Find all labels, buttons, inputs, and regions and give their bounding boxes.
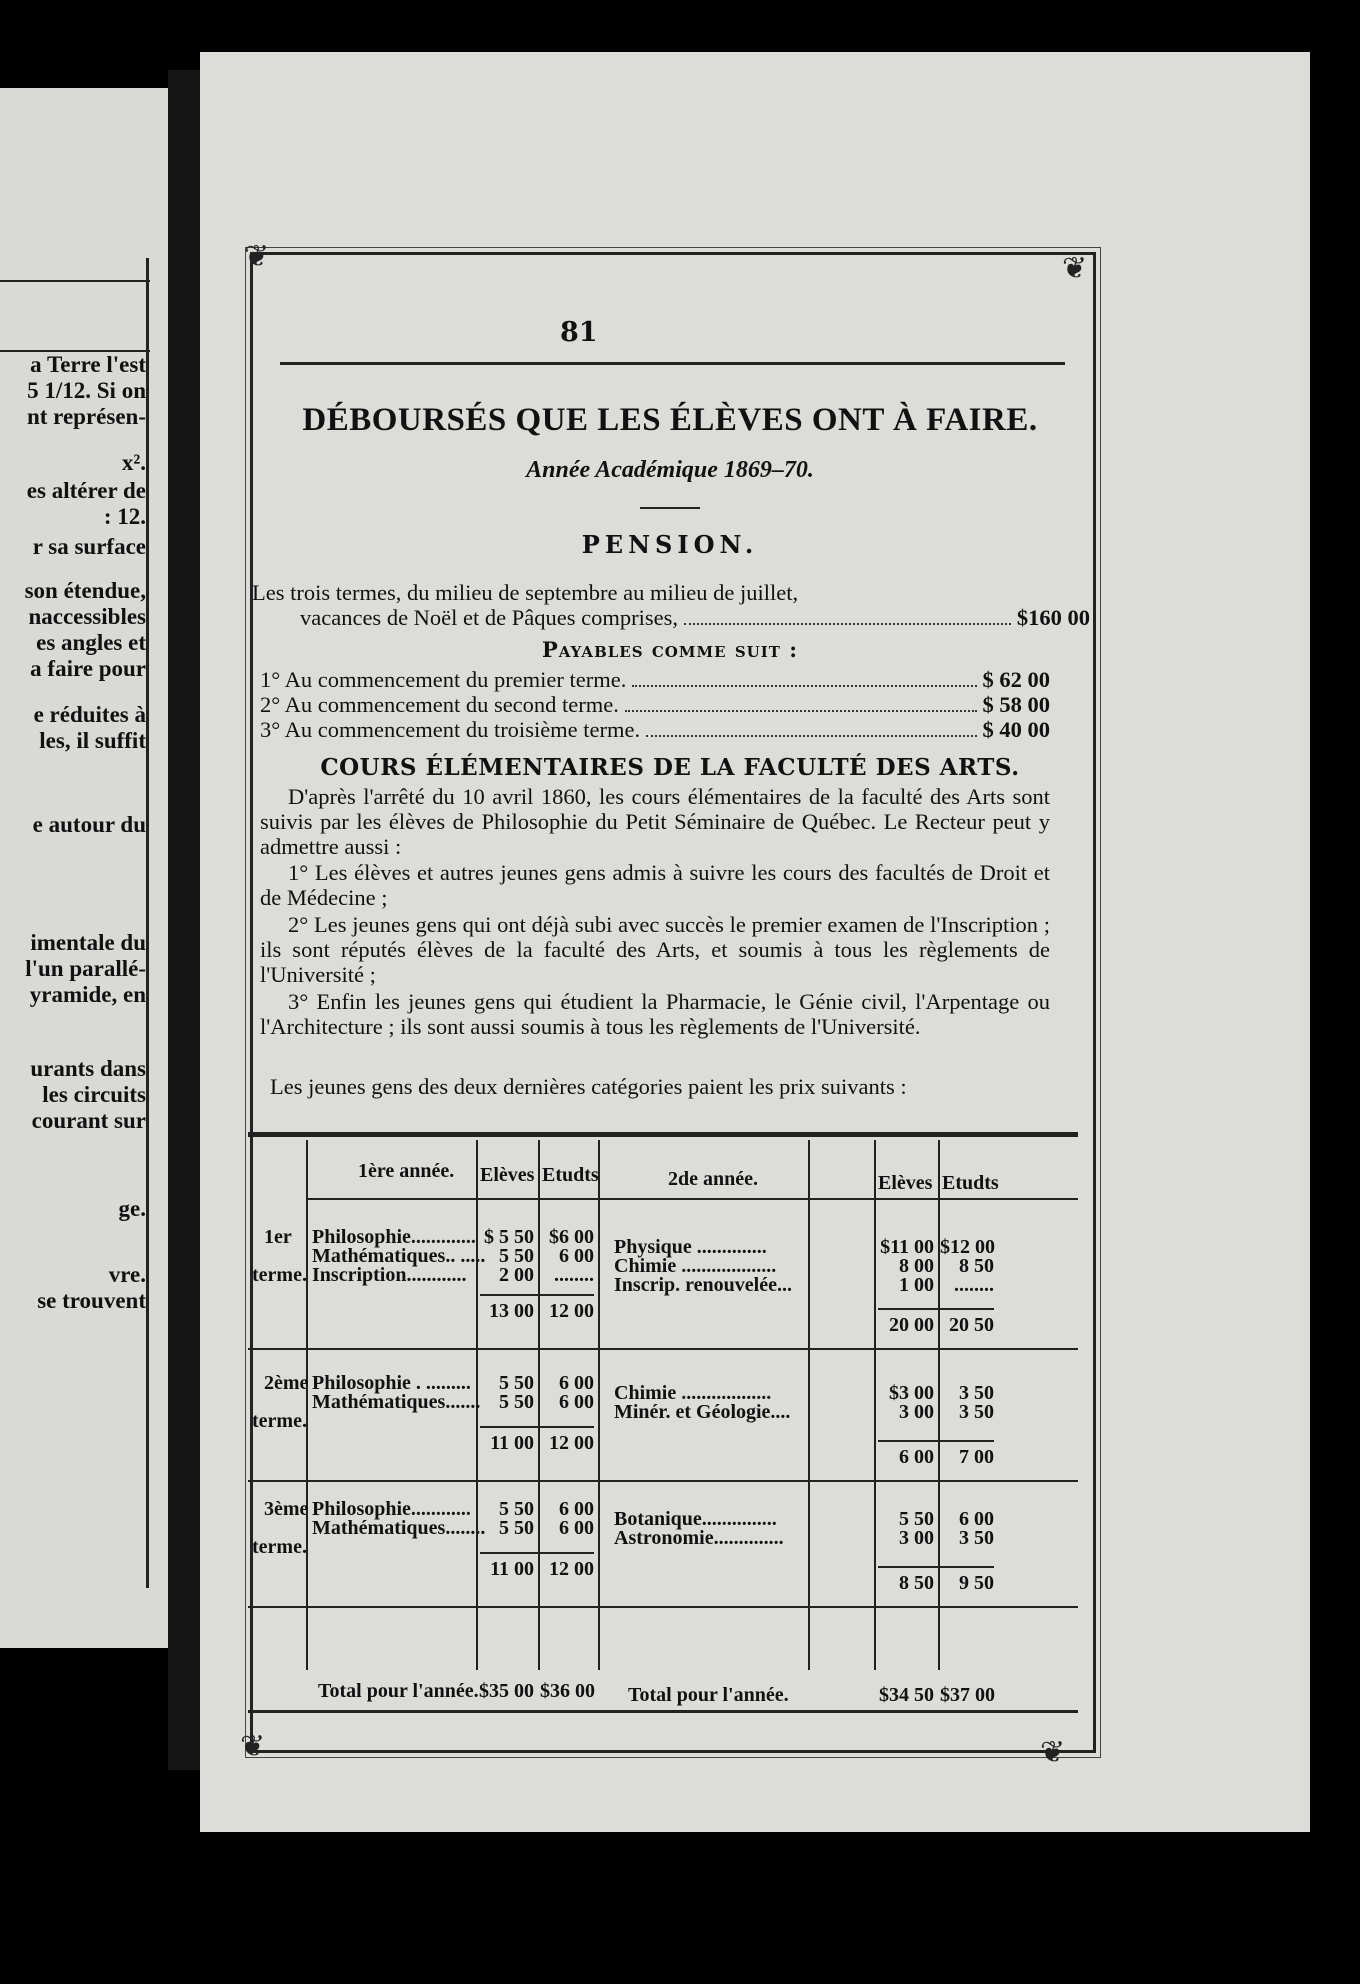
fee-eleves: $11 00 bbox=[880, 1236, 934, 1258]
leader-dots bbox=[646, 721, 976, 737]
course-name: Chimie ................... bbox=[614, 1255, 777, 1277]
subtotal-rule bbox=[878, 1308, 994, 1310]
left-page-text-fragment: les, il suffit bbox=[39, 728, 146, 753]
corner-ornament-icon: ❦ bbox=[240, 1729, 266, 1764]
left-page-text-fragment: urants dans bbox=[30, 1056, 146, 1081]
left-page-text-fragment: es angles et bbox=[36, 630, 146, 655]
table-bottom-rule bbox=[248, 1710, 1078, 1713]
term-label: terme. bbox=[252, 1410, 307, 1432]
left-page-text-fragment: imentale du bbox=[30, 930, 146, 955]
left-page-text-fragment: courant sur bbox=[31, 1108, 146, 1133]
fee-eleves: 5 50 bbox=[499, 1372, 534, 1394]
left-page-text-fragment: se trouvent bbox=[37, 1288, 146, 1313]
installment-label: 1° Au commencement du premier terme. bbox=[260, 667, 627, 692]
grand-total-eleves: $34 50 bbox=[879, 1684, 934, 1706]
page-subtitle: Année Académique 1869–70. bbox=[526, 457, 814, 483]
left-page-rule bbox=[0, 280, 150, 282]
pension-total-row bbox=[300, 605, 1090, 631]
book-gutter bbox=[168, 70, 204, 1770]
subtotal-etudiants: 12 00 bbox=[549, 1558, 594, 1580]
course-name: Philosophie . ......... bbox=[312, 1372, 471, 1394]
installment-row bbox=[260, 717, 1050, 743]
left-page-text-fragment: a Terre l'est bbox=[30, 352, 146, 377]
course-name: Inscrip. renouvelée... bbox=[614, 1274, 792, 1296]
fee-etudiants: $12 00 bbox=[940, 1236, 995, 1258]
total-label: Total pour l'année. bbox=[318, 1680, 479, 1702]
subtotal-etudiants: 20 50 bbox=[949, 1314, 994, 1336]
course-name: Chimie .................. bbox=[614, 1382, 772, 1404]
header-rule bbox=[280, 362, 1065, 365]
term-separator-rule bbox=[248, 1348, 1078, 1350]
fee-eleves: $ 5 50 bbox=[484, 1226, 534, 1248]
leader-dots bbox=[632, 671, 976, 687]
page-number: 81 bbox=[560, 317, 598, 348]
fee-etudiants: 6 00 bbox=[959, 1508, 994, 1530]
fee-eleves: 8 00 bbox=[899, 1255, 934, 1277]
cours-paragraph-1: D'après l'arrêté du 10 avril 1860, les cours élémentaires de la faculté des Arts sont suivis par les élèves de Philosophie du Petit Séminaire de Québec. Le Recteur peut y admettre aussi : bbox=[260, 784, 1050, 859]
left-page-text-fragment: ge. bbox=[118, 1196, 146, 1221]
subtotal-etudiants: 9 50 bbox=[959, 1572, 994, 1594]
leader-dots bbox=[684, 609, 1011, 625]
cours-paragraph-2: 1° Les élèves et autres jeunes gens admis à suivre les cours des facultés de Droit et de Médecine ; bbox=[260, 860, 1050, 910]
term-label: 1er bbox=[264, 1226, 292, 1248]
fee-eleves: 5 50 bbox=[499, 1245, 534, 1267]
course-name: Mathématiques.. ..... bbox=[312, 1245, 486, 1267]
table-top-rule bbox=[248, 1132, 1078, 1137]
pension-line-2: vacances de Noël et de Pâques comprises, bbox=[300, 605, 678, 630]
subtotal-rule bbox=[878, 1566, 994, 1568]
course-name: Astronomie.............. bbox=[614, 1527, 784, 1549]
course-name: Mathématiques........ bbox=[312, 1517, 486, 1539]
header-year-1: 1ère année. bbox=[358, 1160, 455, 1182]
cours-paragraph-5: Les jeunes gens des deux dernières catégories paient les prix suivants : bbox=[270, 1074, 907, 1099]
title-divider bbox=[640, 507, 700, 509]
course-name: Minér. et Géologie.... bbox=[614, 1401, 791, 1423]
header-etudts: Etudts bbox=[942, 1172, 999, 1194]
subtotal-eleves: 6 00 bbox=[899, 1446, 934, 1468]
left-page-text-fragment: es altérer de bbox=[26, 478, 146, 503]
subtotal-etudiants: 12 00 bbox=[549, 1300, 594, 1322]
course-name: Inscription............ bbox=[312, 1264, 467, 1286]
header-eleves: Elèves bbox=[480, 1164, 535, 1186]
header-eleves: Elèves bbox=[878, 1172, 933, 1194]
course-name: Philosophie............. bbox=[312, 1226, 476, 1248]
pension-heading: PENSION. bbox=[581, 530, 759, 559]
fee-etudiants: 3 50 bbox=[959, 1382, 994, 1404]
subtotal-eleves: 8 50 bbox=[899, 1572, 934, 1594]
subtotal-eleves: 11 00 bbox=[490, 1558, 534, 1580]
subtotal-eleves: 11 00 bbox=[490, 1432, 534, 1454]
left-page-text-fragment: son étendue, bbox=[24, 578, 146, 603]
header-rule bbox=[308, 1198, 1078, 1200]
term-label: terme. bbox=[252, 1536, 307, 1558]
installment-label: 2° Au commencement du second terme. bbox=[260, 692, 619, 717]
fee-eleves: 5 50 bbox=[499, 1498, 534, 1520]
installment-amount: $ 62 00 bbox=[982, 667, 1050, 692]
left-page-text-fragment: a faire pour bbox=[30, 656, 146, 681]
term-label: 2ème bbox=[264, 1372, 309, 1394]
grand-total-etudiants: $37 00 bbox=[940, 1684, 995, 1706]
left-page-text-fragment: x². bbox=[121, 450, 146, 475]
fee-etudiants: 6 00 bbox=[559, 1245, 594, 1267]
left-page-text-fragment: l'un parallé- bbox=[25, 956, 146, 981]
fee-etudiants: 6 00 bbox=[559, 1372, 594, 1394]
subtotal-eleves: 13 00 bbox=[489, 1300, 534, 1322]
left-page-text-fragment: yramide, en bbox=[29, 982, 146, 1007]
fee-etudiants: 3 50 bbox=[959, 1401, 994, 1423]
corner-ornament-icon: ❦ bbox=[1040, 1735, 1066, 1770]
fee-etudiants: $6 00 bbox=[549, 1226, 594, 1248]
course-name: Botanique............... bbox=[614, 1508, 777, 1530]
corner-ornament-icon: ❦ bbox=[244, 239, 270, 274]
left-page-text-fragment: : 12. bbox=[103, 504, 146, 529]
subtotal-rule bbox=[480, 1552, 594, 1554]
fee-eleves: 3 00 bbox=[899, 1527, 934, 1549]
leader-dots bbox=[625, 696, 977, 712]
fees-table bbox=[248, 1132, 1078, 1712]
table-column-rule bbox=[808, 1140, 810, 1670]
fee-etudiants: 6 00 bbox=[559, 1498, 594, 1520]
left-page-text-fragment: e autour du bbox=[32, 812, 146, 837]
course-name: Mathématiques....... bbox=[312, 1391, 481, 1413]
fee-eleves: 5 50 bbox=[899, 1508, 934, 1530]
fee-etudiants: 6 00 bbox=[559, 1391, 594, 1413]
term-separator-rule bbox=[248, 1606, 1078, 1608]
installment-amount: $ 58 00 bbox=[982, 692, 1050, 717]
course-name: Physique .............. bbox=[614, 1236, 767, 1258]
cours-heading: COURS ÉLÉMENTAIRES DE LA FACULTÉ DES ARTS. bbox=[320, 754, 1020, 781]
cours-paragraph-4: 3° Enfin les jeunes gens qui étudient la Pharmacie, le Génie civil, l'Arpentage ou l'Architecture ; ils sont aussi soumis à tous les règlements de l'Université. bbox=[260, 989, 1050, 1039]
subtotal-etudiants: 7 00 bbox=[959, 1446, 994, 1468]
fee-eleves: 5 50 bbox=[499, 1517, 534, 1539]
term-label: terme. bbox=[252, 1264, 307, 1286]
installment-row bbox=[260, 667, 1050, 693]
fee-eleves: 5 50 bbox=[499, 1391, 534, 1413]
fee-etudiants: ........ bbox=[554, 1264, 594, 1286]
fee-eleves: 3 00 bbox=[899, 1401, 934, 1423]
subtotal-rule bbox=[480, 1294, 594, 1296]
header-year-2: 2de année. bbox=[668, 1168, 758, 1190]
main-page bbox=[200, 52, 1310, 1832]
left-page-text-fragment: les circuits bbox=[42, 1082, 146, 1107]
fee-eleves: 1 00 bbox=[899, 1274, 934, 1296]
left-facing-page bbox=[0, 88, 168, 1648]
installment-amount: $ 40 00 bbox=[982, 717, 1050, 742]
cours-paragraph-3: 2° Les jeunes gens qui ont déjà subi avec succès le premier examen de l'Inscription ; ils sont réputés élèves de la faculté des Arts, et soumis à tous les règlements de l'Université ; bbox=[260, 912, 1050, 987]
header-etudts: Etudts bbox=[542, 1164, 599, 1186]
fee-etudiants: 6 00 bbox=[559, 1517, 594, 1539]
subtotal-rule bbox=[480, 1426, 594, 1428]
payables-heading: Payables comme suit : bbox=[542, 637, 798, 662]
left-page-text-fragment: nt représen- bbox=[26, 404, 146, 429]
grand-total-etudiants: $36 00 bbox=[540, 1680, 595, 1702]
fee-eleves: $3 00 bbox=[889, 1382, 934, 1404]
table-column-rule bbox=[306, 1140, 308, 1670]
corner-ornament-icon: ❦ bbox=[1062, 251, 1088, 286]
total-label: Total pour l'année. bbox=[628, 1684, 789, 1706]
left-page-text-fragment: naccessibles bbox=[28, 604, 146, 629]
fee-eleves: 2 00 bbox=[499, 1264, 534, 1286]
left-page-text-fragment: r sa surface bbox=[32, 534, 146, 559]
page-title: DÉBOURSÉS QUE LES ÉLÈVES ONT À FAIRE. bbox=[302, 402, 1038, 438]
subtotal-eleves: 20 00 bbox=[889, 1314, 934, 1336]
subtotal-rule bbox=[878, 1440, 994, 1442]
fee-etudiants: 3 50 bbox=[959, 1527, 994, 1549]
course-name: Philosophie............ bbox=[312, 1498, 471, 1520]
term-label: 3ème bbox=[264, 1498, 309, 1520]
installment-label: 3° Au commencement du troisième terme. bbox=[260, 717, 641, 742]
left-page-text-fragment: 5 1/12. Si on bbox=[27, 378, 146, 403]
pension-total: $160 00 bbox=[1016, 605, 1090, 630]
pension-line-1: Les trois termes, du milieu de septembre au milieu de juillet, bbox=[252, 580, 799, 605]
left-page-text-fragment: vre. bbox=[108, 1262, 146, 1287]
term-separator-rule bbox=[248, 1480, 1078, 1482]
installment-row bbox=[260, 692, 1050, 718]
grand-total-eleves: $35 00 bbox=[479, 1680, 534, 1702]
table-column-rule bbox=[598, 1140, 600, 1670]
subtotal-etudiants: 12 00 bbox=[549, 1432, 594, 1454]
fee-etudiants: 8 50 bbox=[959, 1255, 994, 1277]
fee-etudiants: ........ bbox=[954, 1274, 994, 1296]
left-page-border bbox=[146, 258, 149, 1588]
left-page-text-fragment: e réduites à bbox=[33, 702, 146, 727]
